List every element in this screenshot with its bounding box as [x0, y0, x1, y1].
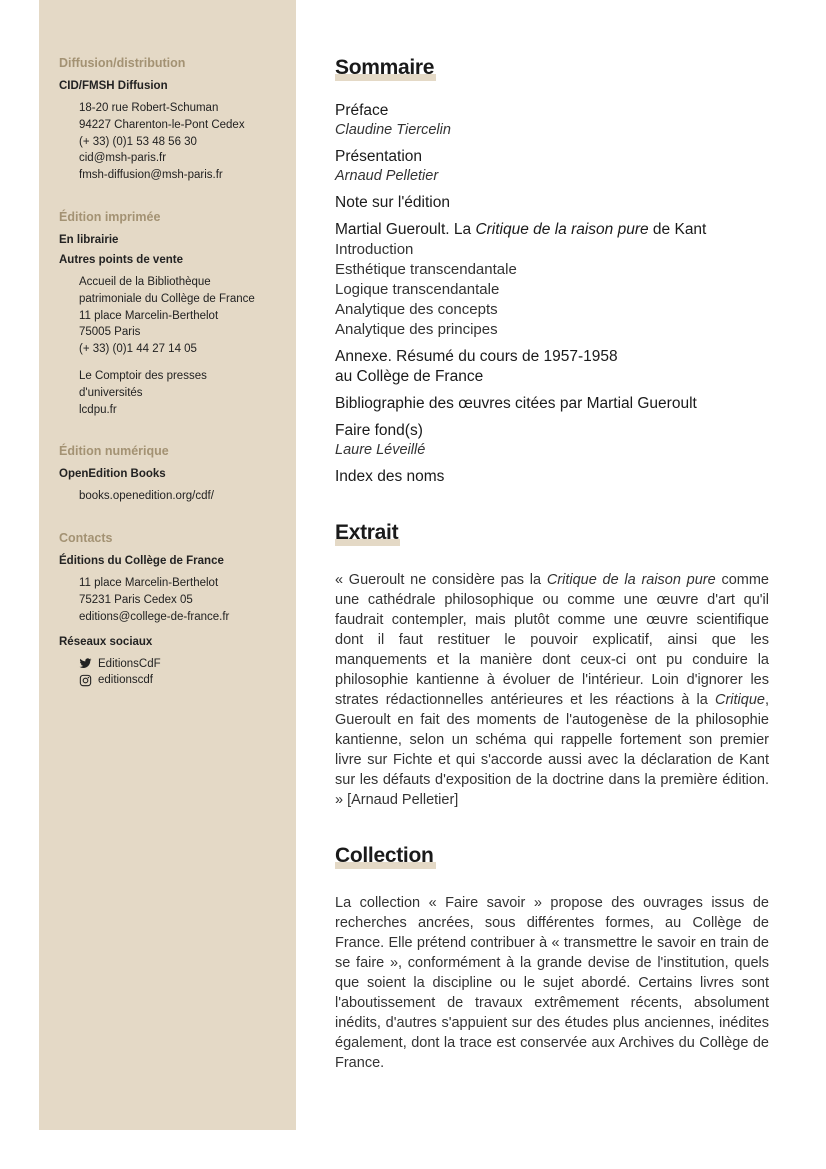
toc-entry	[335, 421, 769, 460]
diffusion-name: CID/FMSH Diffusion	[59, 80, 168, 92]
print-heading: Édition imprimée	[59, 209, 161, 224]
collection-section	[335, 844, 769, 1073]
extrait-part: « Gueroult ne considère pas la	[335, 572, 547, 588]
collection-heading: Collection	[335, 844, 434, 867]
toc-title-suffix: de Kant	[648, 221, 707, 238]
publisher-name: Éditions du Collège de France	[59, 555, 224, 568]
extrait-italic: Critique de la raison pure	[546, 572, 716, 588]
collection-text: La collection « Faire savoir » propose des ouvrages issus de recherches ancrées, sous différentes formes, au Collège de France. Elle prétend contribuer à « transmettre le savoir en train de se faire », conformément à la grande devise de l'institution, quels que soient la discipline ou le sujet abordé. Certains livres sont l'aboutissement de travaux extrêmement récents, absolument inédits, d'autres s'appuient sur des études plus anciennes, inédites également, dont la trace est conservée aux Archives du Collège de France.	[335, 895, 769, 1071]
toc-author: Arnaud Pelletier	[335, 168, 439, 184]
contacts-heading: Contacts	[59, 531, 113, 546]
toc-entry	[335, 147, 769, 186]
toc-title: Préface	[335, 102, 389, 119]
email-link[interactable]: fmsh-diffusion@msh-paris.fr	[79, 169, 223, 182]
address-line: 94227 Charenton-le-Pont Cedex	[79, 118, 245, 131]
digital-block	[79, 488, 296, 505]
address-line: 11 place Marcelin-Berthelot	[79, 577, 219, 590]
library-address	[79, 274, 296, 358]
toc-title: Faire fond(s)	[335, 422, 423, 439]
address-line: 11 place Marcelin-Berthelot	[79, 309, 219, 322]
main-content	[335, 56, 769, 1073]
comptoir-block	[79, 368, 296, 418]
comptoir-line: d'universités	[79, 386, 143, 399]
extrait-text	[335, 570, 769, 810]
toc-entry	[335, 193, 769, 213]
twitter-handle: EditionsCdF	[98, 657, 161, 670]
bookstore-label: En librairie	[59, 233, 119, 246]
toc-entry	[335, 101, 769, 140]
toc-entry	[335, 220, 769, 340]
sommaire-heading: Sommaire	[335, 56, 435, 79]
contacts-section	[59, 531, 296, 689]
diffusion-heading: Diffusion/distribution	[59, 56, 186, 70]
instagram-link[interactable]	[79, 672, 296, 689]
toc-title-cont: au Collège de France	[335, 368, 484, 385]
digital-heading: Édition numérique	[59, 444, 169, 459]
comptoir-link[interactable]: lcdpu.fr	[79, 403, 117, 416]
phone: (+ 33) (0)1 44 27 14 05	[79, 343, 197, 356]
diffusion-section	[59, 56, 296, 184]
email-link[interactable]: cid@msh-paris.fr	[79, 152, 167, 165]
toc-entry	[335, 347, 769, 387]
address-line: 75005 Paris	[79, 326, 141, 339]
address-line: Accueil de la Bibliothèque	[79, 275, 211, 288]
chapter-item: Analytique des principes	[335, 321, 498, 338]
chapter-item: Analytique des concepts	[335, 301, 498, 318]
chapter-item: Logique transcendantale	[335, 281, 500, 298]
table-of-contents	[335, 101, 769, 487]
twitter-icon	[79, 657, 92, 670]
toc-title: Présentation	[335, 148, 423, 165]
address-line: 18-20 rue Robert-Schuman	[79, 102, 219, 114]
toc-entry	[335, 394, 769, 414]
address-line: 75231 Paris Cedex 05	[79, 593, 193, 606]
extrait-section	[335, 521, 769, 810]
chapter-item: Introduction	[335, 241, 414, 258]
toc-entry	[335, 467, 769, 487]
toc-author: Laure Léveillé	[335, 442, 426, 458]
phone: (+ 33) (0)1 53 48 56 30	[79, 135, 197, 148]
twitter-link[interactable]	[79, 656, 296, 673]
toc-title: Annexe. Résumé du cours de 1957-1958	[335, 348, 618, 365]
sommaire-section	[335, 56, 769, 487]
digital-section	[59, 444, 296, 505]
other-points-label: Autres points de vente	[59, 253, 183, 266]
digital-name: OpenEdition Books	[59, 468, 166, 481]
toc-title: Note sur l'édition	[335, 194, 450, 211]
email-link[interactable]: editions@college-de-france.fr	[79, 610, 230, 623]
book-title: Critique de la raison pure	[475, 221, 649, 238]
extrait-heading: Extrait	[335, 521, 399, 544]
toc-title	[335, 220, 769, 240]
publisher-address	[79, 575, 296, 625]
chapter-item: Esthétique transcendantale	[335, 261, 517, 278]
toc-title: Bibliographie des œuvres citées par Martial Gueroult	[335, 395, 697, 412]
address-line: patrimoniale du Collège de France	[79, 292, 255, 305]
openedition-link[interactable]: books.openedition.org/cdf/	[79, 490, 214, 503]
sidebar	[39, 0, 296, 1130]
diffusion-address	[79, 100, 296, 184]
instagram-handle: editionscdf	[98, 674, 153, 687]
extrait-part: , Gueroult en fait des moments de l'autogenèse de la philosophie kantienne, selon un schéma qui rappelle fortement son premier livre sur Fichte et qui s'accorde aussi avec la déclaration de Kant sur les défauts d'exposition de la doctrine dans la première édition. » [Arnaud Pelletier]	[335, 692, 769, 808]
social-heading: Réseaux sociaux	[59, 635, 153, 648]
extrait-part: comme une cathédrale philosophique ou comme une œuvre d'art qu'il faudrait contempler, mais plutôt comme une œuvre scientifique dont il faut restituer le pouvoir explicatif, ainsi que les manquements et la manière dont ceux-ci ont pu conduire la philosophie kantienne à évoluer de l'intérieur. Loin d'ignorer les strates rédactionnelles antérieures et les réactions à la	[335, 572, 770, 708]
social-list	[79, 656, 296, 690]
instagram-icon	[79, 674, 92, 687]
toc-author: Claudine Tiercelin	[335, 122, 451, 138]
toc-title-prefix: Martial Gueroult. La	[335, 221, 476, 238]
toc-title: Index des noms	[335, 468, 445, 485]
extrait-italic: Critique	[715, 692, 765, 708]
print-section	[59, 210, 296, 418]
comptoir-line: Le Comptoir des presses	[79, 369, 207, 382]
